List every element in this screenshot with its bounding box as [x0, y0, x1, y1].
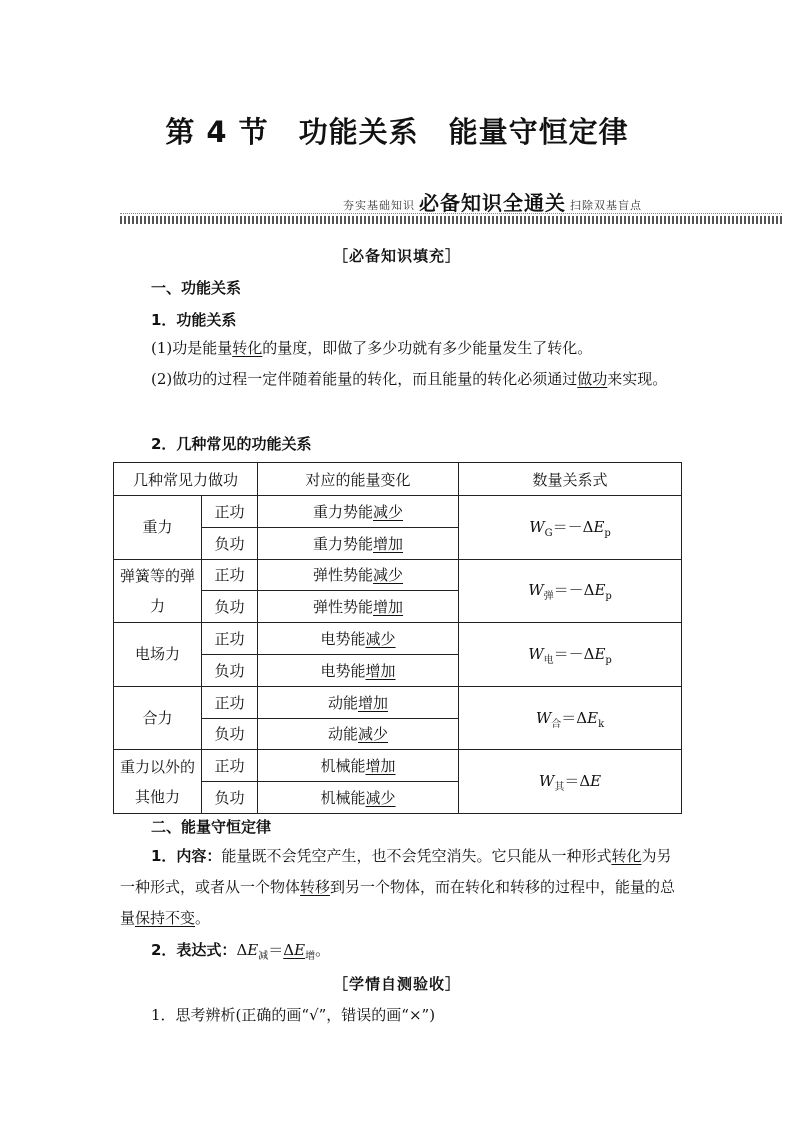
formula-e: E	[593, 517, 605, 536]
formula-cell	[459, 496, 682, 560]
work-type-cell: 负功	[202, 782, 258, 814]
formula-w-subscript: G	[544, 527, 553, 539]
formula-w-subscript: 其	[554, 782, 565, 794]
expr-sub-1: 减	[258, 951, 269, 962]
banner-dotted-line	[120, 213, 782, 214]
energy-name: 动能	[328, 725, 359, 744]
energy-change-cell	[258, 591, 459, 623]
expr-end: 。	[315, 941, 331, 959]
energy-name: 重力势能	[313, 502, 374, 521]
work-type-cell: 正功	[202, 686, 258, 718]
content-b: 为另一种形式，或者从一个物体	[120, 847, 672, 896]
work-type-cell: 负功	[202, 718, 258, 750]
energy-name: 重力势能	[313, 534, 374, 553]
formula-w-subscript: 弹	[543, 591, 554, 603]
energy-change-cell	[258, 623, 459, 655]
header-formula: 数量关系式	[459, 463, 682, 496]
content-label: 1．内容：	[151, 847, 222, 865]
force-cell: 重力以外的其他力	[114, 750, 202, 814]
banner-right-text: 扫除双基盲点	[570, 199, 642, 212]
energy-change-answer: 增加	[365, 661, 396, 680]
energy-change-cell	[258, 782, 459, 814]
part2-heading: 二、能量守恒定律	[151, 818, 272, 836]
p1-post: 的量度，即做了多少功就有多少能量发生了转化。	[262, 339, 593, 357]
section-heading-test: ［学情自测验收］	[332, 975, 461, 993]
question-1	[151, 1004, 435, 1025]
question-1-text: 1．思考辨析(正确的画“√”，错误的画“×”)	[151, 1006, 436, 1024]
part1-subheading-1	[151, 309, 236, 330]
force-cell: 合力	[114, 686, 202, 750]
table-row	[114, 750, 682, 782]
formula-e: E	[594, 644, 606, 663]
section-banner	[120, 190, 782, 226]
energy-name: 机械能	[320, 789, 366, 808]
formula-cell	[459, 750, 682, 814]
formula-w: W	[538, 772, 555, 791]
energy-change-cell	[258, 559, 459, 591]
formula-equals: ＝Δ	[564, 772, 591, 791]
energy-change-cell	[258, 654, 459, 686]
work-type-cell: 正功	[202, 623, 258, 655]
force-cell: 电场力	[114, 623, 202, 687]
expression-line	[120, 935, 680, 972]
energy-change-cell	[258, 496, 459, 528]
formula-e-subscript: p	[605, 654, 612, 666]
page-title: 第 4 节 功能关系 能量守恒定律	[165, 115, 629, 149]
energy-change-answer: 减少	[365, 789, 396, 808]
formula-equals: ＝－Δ	[552, 517, 594, 536]
header-force: 几种常见力做功	[114, 463, 258, 496]
energy-change-answer: 增加	[373, 534, 404, 553]
formula-w-subscript: 电	[543, 654, 554, 666]
energy-name: 电势能	[320, 661, 366, 680]
table-row	[114, 686, 682, 718]
formula-cell	[459, 686, 682, 750]
expr-equals: ＝	[268, 941, 284, 959]
energy-change-answer: 增加	[365, 757, 396, 776]
part1-subheading-2	[151, 433, 311, 454]
table-header-row	[114, 463, 682, 496]
expr-underline	[283, 941, 305, 959]
expr-sub-2: 增	[305, 951, 316, 962]
content-u1: 转化	[611, 847, 642, 865]
energy-name: 电势能	[320, 630, 366, 649]
formula-equals: ＝－Δ	[553, 581, 595, 600]
table-row	[114, 496, 682, 528]
part1-subheading-2-text: 2．几种常见的功能关系	[151, 435, 312, 453]
energy-name: 弹性势能	[313, 598, 374, 617]
table-row	[114, 559, 682, 591]
p1-pre: (1)功是能量	[151, 339, 233, 357]
work-type-cell: 正功	[202, 559, 258, 591]
p2-pre: (2)做功的过程一定伴随着能量的转化，而且能量的转化必须通过	[151, 370, 578, 388]
work-energy-table	[113, 462, 682, 814]
content-u3: 保持不变	[135, 909, 196, 927]
content-a: 能量既不会凭空产生，也不会凭空消失。它只能从一种形式	[221, 847, 612, 865]
paragraph-1	[120, 333, 680, 364]
formula-cell	[459, 623, 682, 687]
energy-change-cell	[258, 527, 459, 559]
expression-label: 2．表达式：	[151, 941, 237, 959]
formula-e-subscript: k	[598, 718, 605, 730]
formula-e-subscript: p	[604, 527, 611, 539]
energy-change-answer: 减少	[358, 725, 389, 744]
part1-heading: 一、功能关系	[151, 279, 242, 297]
banner-center-text: 必备知识全通关	[419, 191, 566, 215]
energy-change-answer: 减少	[373, 502, 404, 521]
header-energy-change: 对应的能量变化	[258, 463, 459, 496]
table-body	[114, 496, 682, 814]
work-type-cell: 正功	[202, 496, 258, 528]
section-heading-fill: ［必备知识填充］	[332, 247, 461, 265]
work-type-cell: 正功	[202, 750, 258, 782]
energy-change-answer: 减少	[373, 566, 404, 585]
content-paragraph	[120, 841, 680, 934]
energy-change-cell	[258, 686, 459, 718]
expr-e-1: E	[247, 941, 259, 959]
energy-change-cell	[258, 750, 459, 782]
formula-w: W	[529, 517, 545, 536]
p1-underline: 转化	[232, 339, 263, 357]
formula-w: W	[535, 708, 552, 727]
energy-change-answer: 增加	[358, 693, 389, 712]
content-c: 到另一个物体，而在转化和转移的过程中，能量的总量	[120, 878, 676, 927]
formula-w: W	[528, 581, 544, 600]
energy-name: 弹性势能	[313, 566, 374, 585]
energy-change-cell	[258, 718, 459, 750]
energy-change-answer: 增加	[373, 598, 404, 617]
banner-stripe	[120, 216, 782, 224]
content-d: 。	[195, 909, 211, 927]
energy-change-answer: 减少	[365, 630, 396, 649]
part1-subheading-1-text: 1．功能关系	[151, 311, 237, 329]
formula-equals: ＝－Δ	[553, 644, 595, 663]
work-type-cell: 负功	[202, 654, 258, 686]
work-type-cell: 负功	[202, 527, 258, 559]
formula-w-subscript: 合	[551, 718, 562, 730]
expr-e-2: E	[294, 941, 306, 959]
expr-delta-2: Δ	[283, 941, 295, 959]
formula-e: E	[587, 708, 599, 727]
formula-e: E	[590, 772, 602, 791]
work-type-cell: 负功	[202, 591, 258, 623]
p2-post: 来实现。	[607, 370, 668, 388]
formula-equals: ＝Δ	[561, 708, 588, 727]
formula-e: E	[594, 581, 606, 600]
force-cell: 弹簧等的弹力	[114, 559, 202, 623]
formula-w: W	[528, 644, 544, 663]
expr-delta-1: Δ	[236, 941, 248, 959]
banner-left-text: 夯实基础知识	[343, 199, 415, 212]
p2-underline: 做功	[577, 370, 608, 388]
energy-name: 机械能	[320, 757, 366, 776]
force-cell: 重力	[114, 496, 202, 560]
content-u2: 转移	[300, 878, 331, 896]
formula-e-subscript: p	[605, 591, 612, 603]
paragraph-2	[120, 364, 680, 395]
table-row	[114, 623, 682, 655]
energy-name: 动能	[328, 693, 359, 712]
formula-cell	[459, 559, 682, 623]
